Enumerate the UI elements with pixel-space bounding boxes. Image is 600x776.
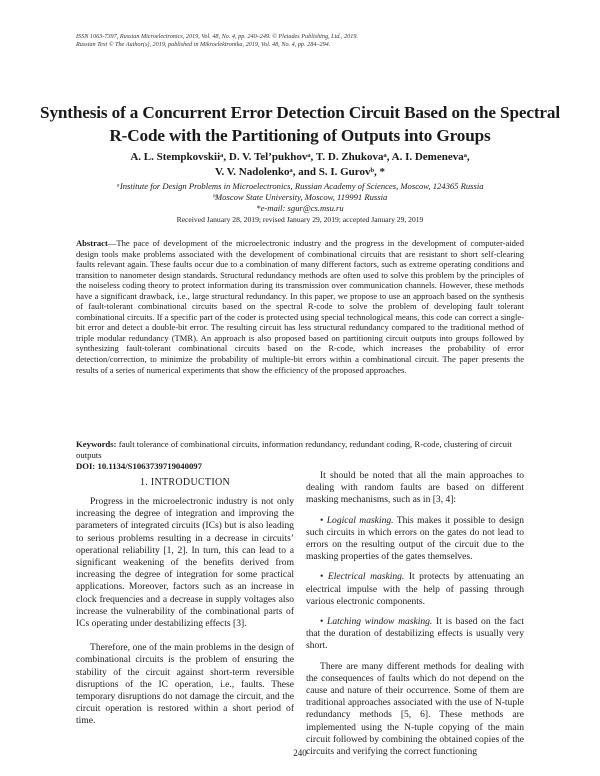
intro-paragraph-2: Therefore, one of the main problems in the design of combinational circuits is the problem of ensuring the stability of the circuit against short-term reversible disruptions of the IC operation, i.e., faults. These temporary disruptions do not damage the circuit, and the circuit operation is restored within a short period of time. bbox=[76, 642, 294, 727]
section-heading-introduction: 1. INTRODUCTION bbox=[139, 477, 231, 488]
paper-title: Synthesis of a Concurrent Error Detection Circuit Based on the Spectral R-Code with the Partitioning of Outputs into Groups bbox=[40, 103, 560, 145]
keywords bbox=[76, 439, 524, 460]
abstract-label: Abstract bbox=[76, 238, 108, 248]
keywords-text: fault tolerance of combinational circuits, information redundancy, redundant coding, R-code, clustering of circuit outputs bbox=[76, 439, 512, 460]
journal-header-line-2: Russian Text © The Author(s), 2019, published in Mikroelektronika, 2019, Vol. 48, No. 4, pp. 284–294. bbox=[76, 41, 331, 48]
author-line-2: V. V. Nadolenkoᵃ, and S. I. Gurovᵇ, * bbox=[214, 166, 386, 178]
right-column bbox=[306, 470, 524, 770]
bullet-logical-masking bbox=[306, 515, 524, 564]
received-dates: Received January 28, 2019; revised January 29, 2019; accepted January 29, 2019 bbox=[176, 215, 424, 224]
abstract bbox=[76, 238, 524, 375]
bullet-latching-window-masking bbox=[306, 616, 524, 653]
bullet-electrical-masking bbox=[306, 571, 524, 608]
right-paragraph-2: There are many different methods for dealing with the consequences of faults which do not depend on the cause and nature of their occurrence. Some of them are traditional approaches associated with the use of N-tuple redundancy methods [5, 6]. These methods are implemented using the N-tuple copying of the main circuit followed by combining the obtained copies of the circuits and verifying the correct functioning bbox=[306, 660, 524, 758]
right-paragraph-1: It should be noted that all the main approaches to dealing with random faults are based on different masking mechanisms, such as in [3, 4]: bbox=[306, 470, 524, 506]
keywords-label: Keywords: bbox=[76, 439, 117, 449]
author-email: *e-mail: sgur@cs.msu.ru bbox=[256, 203, 344, 213]
page-number: 240 bbox=[293, 748, 307, 758]
bullet-latching-window-masking-title: Latching window masking. bbox=[327, 616, 433, 628]
affiliation-b: ᵇMoscow State University, Moscow, 119991 Russia bbox=[212, 192, 388, 202]
journal-header-line-1: ISSN 1063-7397, Russian Microelectronics, 2019, Vol. 48, No. 4, pp. 240–249. © Pleiades Publishing, Ltd., 2019. bbox=[76, 33, 358, 40]
bullet-electrical-masking-text: It protects by attenuating an electrical impulse with the help of passing through various electronic components. bbox=[306, 571, 524, 607]
bullet-logical-masking-text: This makes it possible to design such circuits in which errors on the gates do not lead to errors on the resulting output of the circuit due to the masking properties of the gates themselves. bbox=[306, 514, 524, 563]
doi-text: DOI: 10.1134/S1063739719040097 bbox=[76, 461, 202, 471]
intro-paragraph-1: Progress in the microelectronic industry is not only increasing the degree of integration and improving the parameters of integrated circuits (ICs) but is also leading to serious problems resulting in a decrease in circuits’ operational reliability [1, 2]. In turn, this can lead to a significant weakening of the benefits derived from increasing the degree of integration for some practical applications. Moreover, factors such as an increase in clock frequencies and a decrease in supply voltages also increase the vulnerability of the combinational parts of ICs operating under destabilizing effects [3]. bbox=[76, 496, 294, 630]
affiliation-a: ᵃInstitute for Design Problems in Microelectronics, Russian Academy of Sciences, Moscow, 124365 Russia bbox=[116, 181, 484, 191]
bullet-electrical-masking-title: Electrical masking. bbox=[327, 571, 405, 583]
bullet-marker: • bbox=[320, 514, 324, 526]
bullet-latching-window-masking-text: It is based on the fact that the duration of destabilizing effects is usually very short. bbox=[306, 616, 524, 652]
bullet-marker: • bbox=[320, 616, 324, 628]
bullet-marker: • bbox=[320, 571, 324, 583]
author-list bbox=[40, 150, 560, 180]
left-column bbox=[76, 470, 294, 740]
abstract-text: —The pace of development of the microelectronic industry and the progress in the development of computer-aided design tools make problems associated with the development of combinational circuits that are resistant to short self-clearing faults relevant again. These faults occur due to a combination of many different factors, such as extreme operating conditions and transition to nanometer design standards. Structural redundancy methods are often used to solve this problem by the principles of the noiseless coding theory to protect information during its transmission over communication channels. However, these methods have a significant drawback, i.e., large structural redundancy. In this paper, we propose to use an approach based on the synthesis of fault-tolerant combinational circuits based on the spectral R-code to solve the problem of developing fault tolerant combinational circuits. If a specific part of the coder is protected using special technological means, this code can correct a single-bit error and detect a double-bit error. The resulting circuit has less structural redundancy compared to the traditional method of triple modular redundancy (TMR). An approach is also proposed based on partitioning circuit outputs into groups followed by synthesizing fault-tolerant combinational circuits based on the R-code, which increases the probability of error detection/correction, to minimize the probability of multiple-bit errors within a combinational circuit. The paper presents the results of a series of numerical experiments that show the efficiency of the proposed approaches. bbox=[76, 238, 524, 375]
author-line-1: A. L. Stempkovskiiᵃ, D. V. Tel’pukhovᵃ, T. D. Zhukovaᵃ, A. I. Demenevaᵃ, bbox=[130, 151, 470, 163]
bullet-logical-masking-title: Logical masking. bbox=[326, 514, 394, 526]
